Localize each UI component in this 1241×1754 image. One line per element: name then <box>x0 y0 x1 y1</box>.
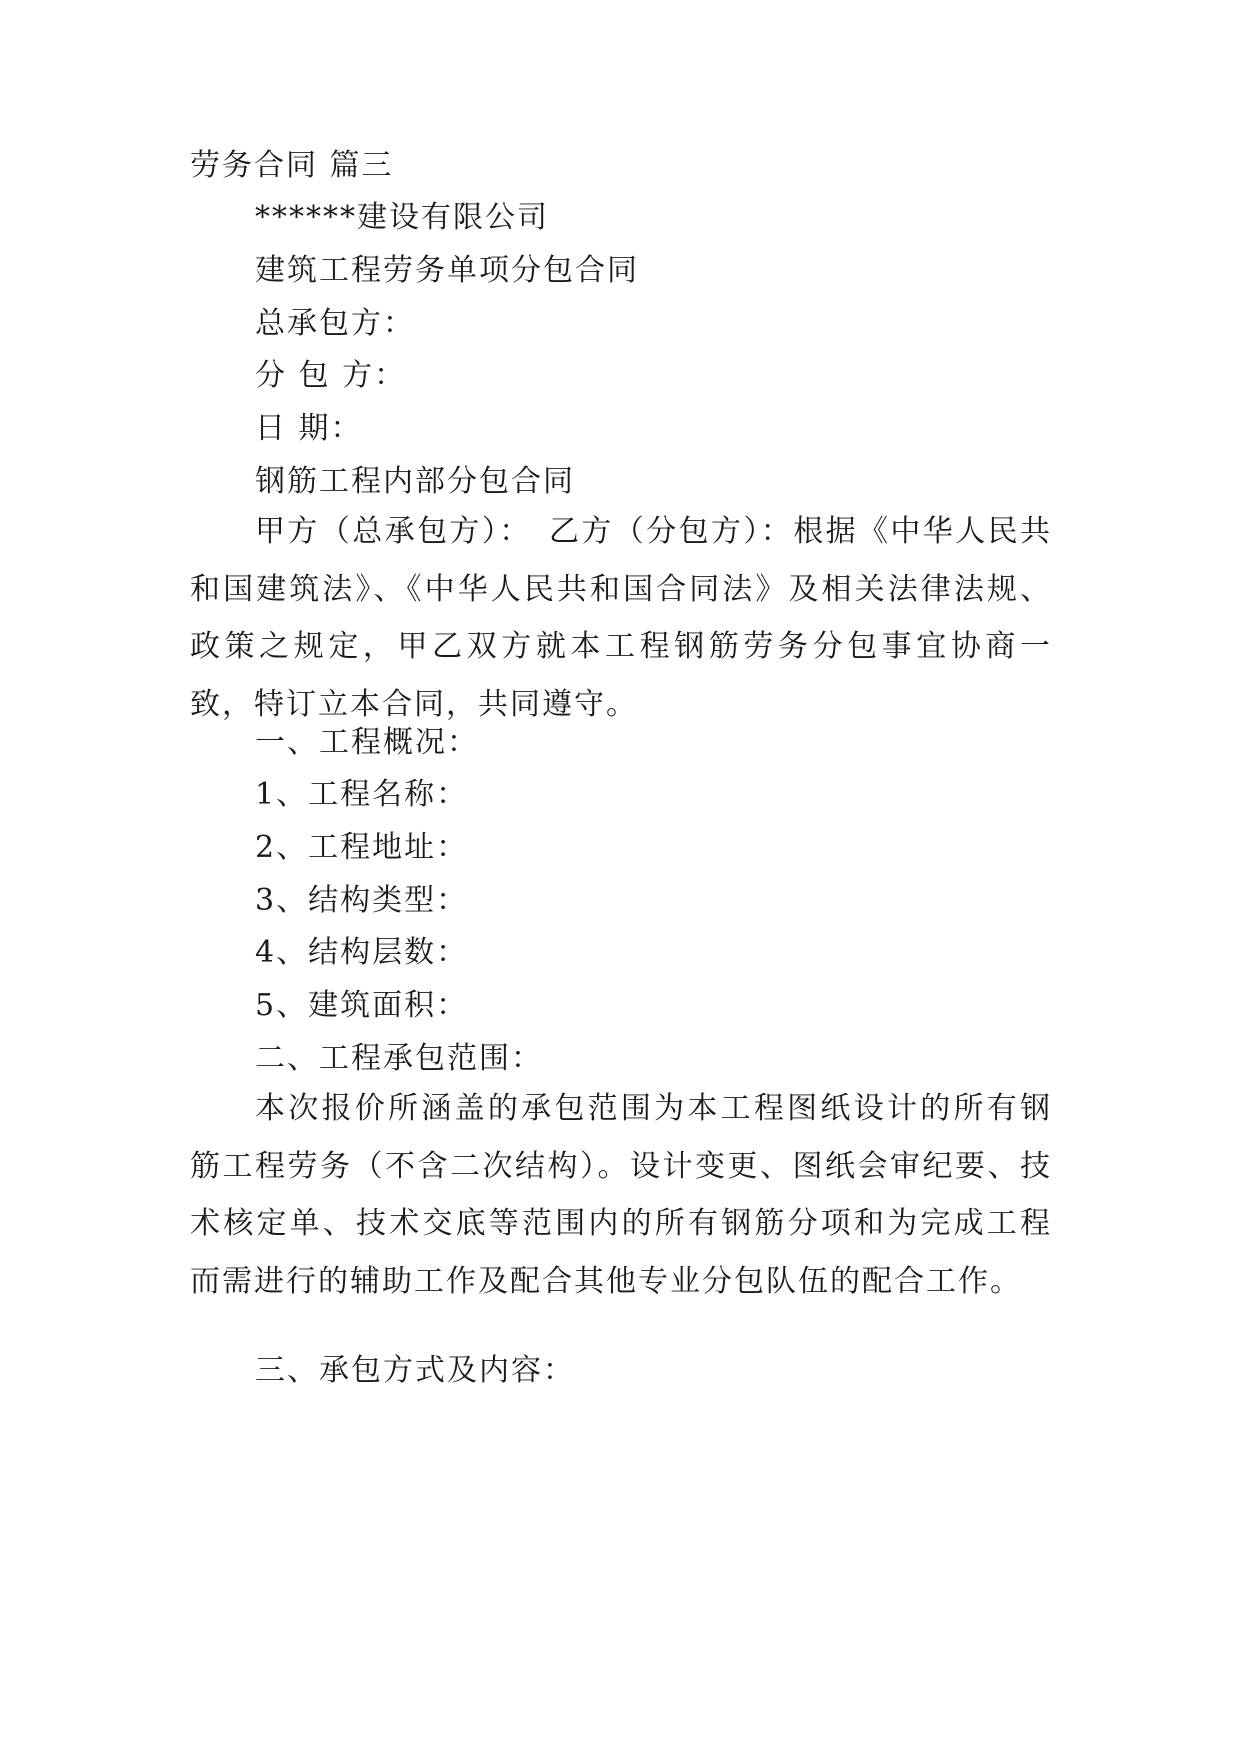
section-1-heading: 一、工程概况： <box>255 725 479 760</box>
section-1-item: 2、工程地址： <box>255 830 469 865</box>
section-2-heading: 二、工程承包范围： <box>255 1041 543 1076</box>
document-title: 劳务合同 篇三 <box>190 148 394 183</box>
preamble-paragraph: 甲方（总承包方）： 乙方（分包方）：根据《中华人民共和国建筑法》、《中华人民共和国合同法》及相关法律法规、政策之规定，甲乙双方就本工程钢筋劳务分包事宜协商一致，特订立本合同，共同遵守。 <box>190 514 1052 722</box>
date-label: 日 期： <box>255 411 363 446</box>
internal-contract-title: 钢筋工程内部分包合同 <box>255 464 575 499</box>
section-1-item: 1、工程名称： <box>255 777 469 812</box>
section-1-item: 4、结构层数： <box>255 935 469 970</box>
section-3-heading: 三、承包方式及内容： <box>255 1353 575 1388</box>
general-contractor-label: 总承包方： <box>255 306 415 341</box>
section-2-body: 本次报价所涵盖的承包范围为本工程图纸设计的所有钢筋工程劳务（不含二次结构）。设计变更、图纸会审纪要、技术核定单、技术交底等范围内的所有钢筋分项和为完成工程而需进行的辅助工作及配合其他专业分包队伍的配合工作。 <box>190 1091 1052 1299</box>
contract-title: 建筑工程劳务单项分包合同 <box>255 253 639 288</box>
company-name: ******建设有限公司 <box>255 200 549 235</box>
section-1-item: 3、结构类型： <box>255 883 469 918</box>
section-1-item: 5、建筑面积： <box>255 988 469 1023</box>
subcontractor-label: 分 包 方： <box>255 358 407 393</box>
